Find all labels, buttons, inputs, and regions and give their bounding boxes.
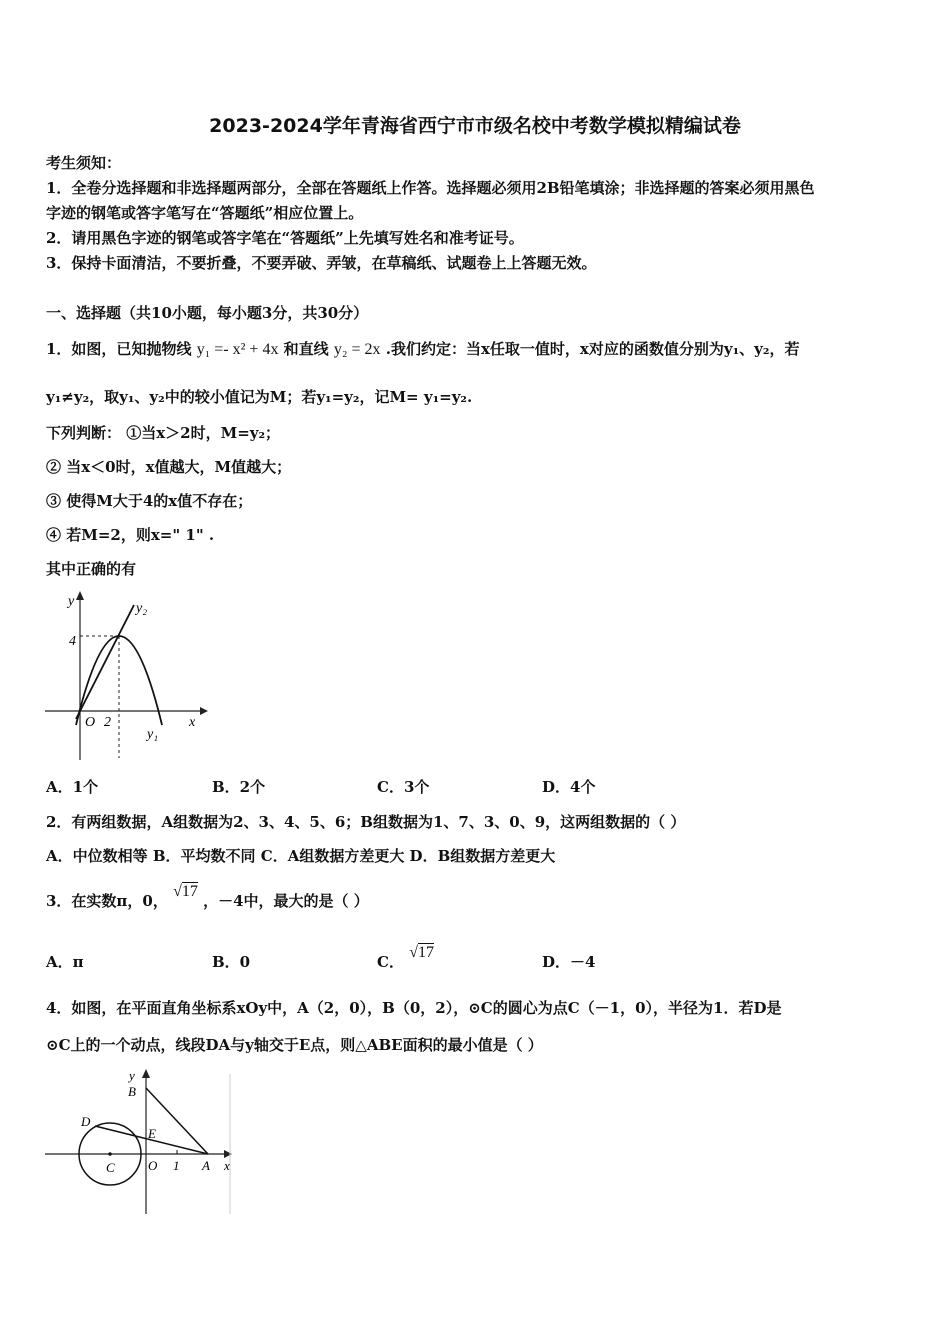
q4-center-c — [108, 1152, 112, 1156]
q1-label-2: 2 — [104, 715, 111, 730]
q1-judge-3: ③ 使得M大于4的x值不存在； — [46, 492, 253, 510]
q4-label-e: E — [148, 1126, 156, 1141]
q4-label-d: D — [81, 1114, 91, 1129]
q4-graph — [40, 1064, 240, 1216]
q4-segment-ab — [146, 1088, 208, 1154]
q4-x-arrow — [224, 1150, 232, 1158]
q1-x-arrow — [200, 707, 208, 715]
q4-label-x: x — [224, 1158, 230, 1173]
q3-prefix: 3．在实数π，0， — [46, 892, 168, 910]
q3-suffix: ，－4中，最大的是（ ） — [203, 892, 369, 910]
q4-label-a: A — [202, 1158, 210, 1173]
q4-label-c: C — [106, 1160, 115, 1175]
q1-prefix: 1．如图，已知抛物线 — [46, 340, 192, 358]
q3-option-c-label: C． — [377, 953, 404, 971]
q1-label-y2: y₂ — [136, 601, 148, 616]
q1-line-y2 — [76, 605, 134, 719]
q1-judge-4: ④ 若M=2，则x=" 1" . — [46, 526, 215, 544]
q3-text — [46, 883, 369, 913]
q1-label-y: y — [68, 594, 75, 609]
q1-label-x: x — [189, 715, 196, 730]
page-title: 2023-2024学年青海省西宁市市级名校中考数学模拟精编试卷 — [209, 115, 741, 137]
q3-option-c — [377, 944, 434, 974]
q1-line2: y₁≠y₂，取y₁、y₂中的较小值记为M；若y₁=y₂，记M= y₁=y₂. — [46, 388, 473, 406]
q3-option-c-sqrt: √17 — [409, 944, 434, 961]
q4-line1: 4．如图，在平面直角坐标系xOy中，A（2，0），B（0，2），⊙C的圆心为点C（－1，0），半径为1．若D是 — [46, 999, 782, 1017]
q3-option-b: B．0 — [212, 953, 251, 971]
q1-judge-1: 下列判断： ①当x＞2时，M=y₂； — [46, 424, 281, 442]
q4-label-1: 1 — [173, 1158, 180, 1173]
q2-text: 2．有两组数据，A组数据为2、3、4、5、6；B组数据为1、7、3、0、9，这两组数据的（ ） — [46, 813, 686, 831]
q1-ask: 其中正确的有 — [46, 560, 137, 578]
q1-judge-2: ② 当x＜0时，x值越大，M值越大； — [46, 458, 292, 476]
q1-label-o: O — [85, 715, 96, 730]
notice-heading: 考生须知： — [46, 154, 122, 172]
q4-label-y: y — [129, 1068, 135, 1083]
q1-option-b: B．2个 — [212, 778, 266, 796]
q1-line-formula: y₂ = 2x — [333, 341, 381, 358]
q1-option-d: D．4个 — [542, 778, 596, 796]
notice-item-1a: 1．全卷分选择题和非选择题两部分，全部在答题纸上作答。选择题必须用2B铅笔填涂；非选择题的答案必须用黑色 — [46, 179, 815, 197]
q1-line1 — [46, 338, 799, 361]
q1-mid: 和直线 — [283, 340, 329, 358]
q1-suffix: .我们约定：当x任取一值时，x对应的函数值分别为y₁、y₂，若 — [385, 340, 800, 358]
notice-item-2: 2．请用黑色字迹的钢笔或答字笔在“答题纸”上先填写姓名和准考证号。 — [46, 229, 524, 247]
q2-options: A．中位数相等 B．平均数不同 C．A组数据方差更大 D．B组数据方差更大 — [46, 847, 556, 865]
q1-parabola-formula: y₁ =- x² + 4x — [196, 341, 279, 358]
q1-option-c: C．3个 — [377, 778, 430, 796]
q3-sqrt: √17 — [173, 883, 198, 900]
section-heading: 一、选择题（共10小题，每小题3分，共30分） — [46, 304, 369, 322]
q4-label-o: O — [148, 1158, 158, 1173]
q4-label-b: B — [128, 1084, 136, 1099]
q1-graph — [40, 588, 210, 764]
q3-option-a: A．π — [46, 953, 84, 971]
notice-item-1b: 字迹的钢笔或答字笔写在“答题纸”相应位置上。 — [46, 204, 364, 222]
notice-item-3: 3．保持卡面清洁，不要折叠，不要弄破、弄皱，在草稿纸、试题卷上上答题无效。 — [46, 254, 597, 272]
q1-label-4: 4 — [69, 634, 76, 649]
q3-radicand: 17 — [181, 883, 198, 900]
q3-option-d: D．－4 — [542, 953, 596, 971]
q1-y-arrow — [76, 591, 84, 600]
q3-option-c-radicand: 17 — [417, 944, 434, 961]
q1-option-a: A．1个 — [46, 778, 99, 796]
q1-label-y1: y₁ — [147, 727, 159, 742]
q4-y-arrow — [142, 1069, 150, 1078]
q4-line2: ⊙C上的一个动点，线段DA与y轴交于E点，则△ABE面积的最小值是（ ） — [46, 1036, 543, 1054]
